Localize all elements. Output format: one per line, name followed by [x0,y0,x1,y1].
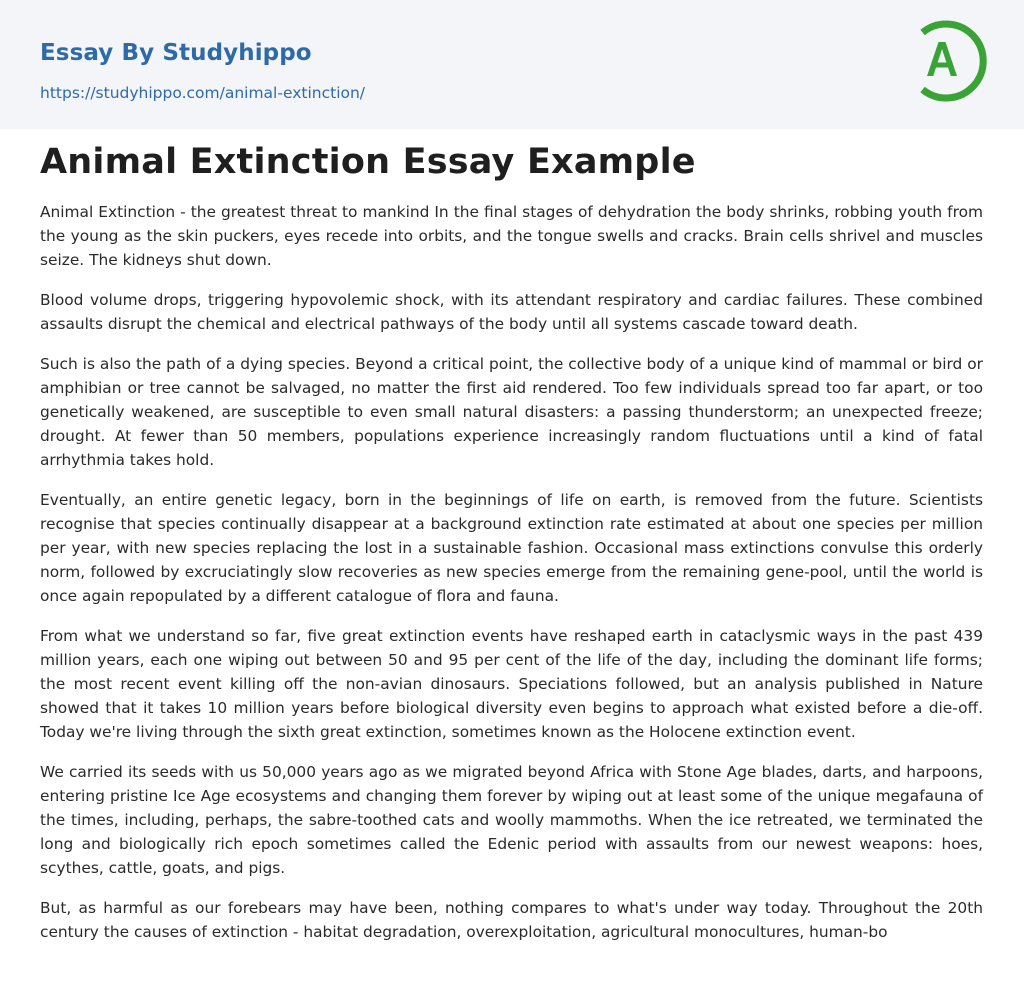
essay-paragraph: Blood volume drops, triggering hypovolemic shock, with its attendant respiratory and cardiac failures. These combined assaults disrupt the chemical and electrical pathways of the body until all systems cascade toward death. [40,291,983,333]
essay-paragraph: Animal Extinction - the greatest threat to mankind In the final stages of dehydration the body shrinks, robbing youth from the young as the skin puckers, eyes recede into orbits, and the tongue swells and cracks. Brain cells shrivel and muscles seize. The kidneys shut down. [40,203,983,269]
brand-title[interactable]: Essay By Studyhippo [40,40,312,66]
site-header [0,0,1024,129]
source-url-link[interactable]: https://studyhippo.com/animal-extinction/ [40,84,366,102]
essay-paragraph: We carried its seeds with us 50,000 years ago as we migrated beyond Africa with Stone Age blades, darts, and harpoons, entering pristine Ice Age ecosystems and changing them forever by wiping out at least some of the unique megafauna of the times, including, perhaps, the sabre-toothed cats and woolly mammoths. When the ice retreated, we terminated the long and biologically rich epoch sometimes called the Edenic period with assaults from our newest weapons: hoes, scythes, cattle, goats, and pigs. [40,763,983,877]
essay-paragraph: Eventually, an entire genetic legacy, born in the beginnings of life on earth, is removed from the future. Scientists recognise that species continually disappear at a background extinction rate estimated at about one species per million per year, with new species replacing the lost in a sustainable fashion. Occasional mass extinctions convulse this orderly norm, followed by excruciatingly slow recoveries as new species emerge from the remaining gene-pool, until the world is once again repopulated by a different catalogue of flora and fauna. [40,491,983,605]
essay-paragraph: From what we understand so far, five great extinction events have reshaped earth in cataclysmic ways in the past 439 million years, each one wiping out between 50 and 95 per cent of the life of the day, including the dominant life forms; the most recent event killing off the non-avian dinosaurs. Speciations followed, but an analysis published in Nature showed that it takes 10 million years before biological diversity even begins to approach what existed before a die-off. Today we're living through the sixth great extinction, sometimes known as the Holocene extinction event. [40,627,983,741]
page-title: Animal Extinction Essay Example [40,142,696,182]
essay-paragraph: Such is also the path of a dying species. Beyond a critical point, the collective body of a unique kind of mammal or bird or amphibian or tree cannot be salvaged, no matter the first aid rendered. Too few individuals spread too far apart, or too genetically weakened, are susceptible to even small natural disasters: a passing thunderstorm; an unexpected freeze; drought. At fewer than 50 members, populations experience increasingly random fluctuations until a kind of fatal arrhythmia takes hold. [40,355,983,469]
studyhippo-logo-icon[interactable] [910,18,988,106]
logo-letter-a [927,42,957,76]
essay-paragraph: But, as harmful as our forebears may have been, nothing compares to what's under way today. Throughout the 20th century the causes of extinction - habitat degradation, overexploitation, agricultural monocultures, human-bo [40,899,983,941]
logo-ring [923,24,984,98]
essay-body [40,200,983,960]
